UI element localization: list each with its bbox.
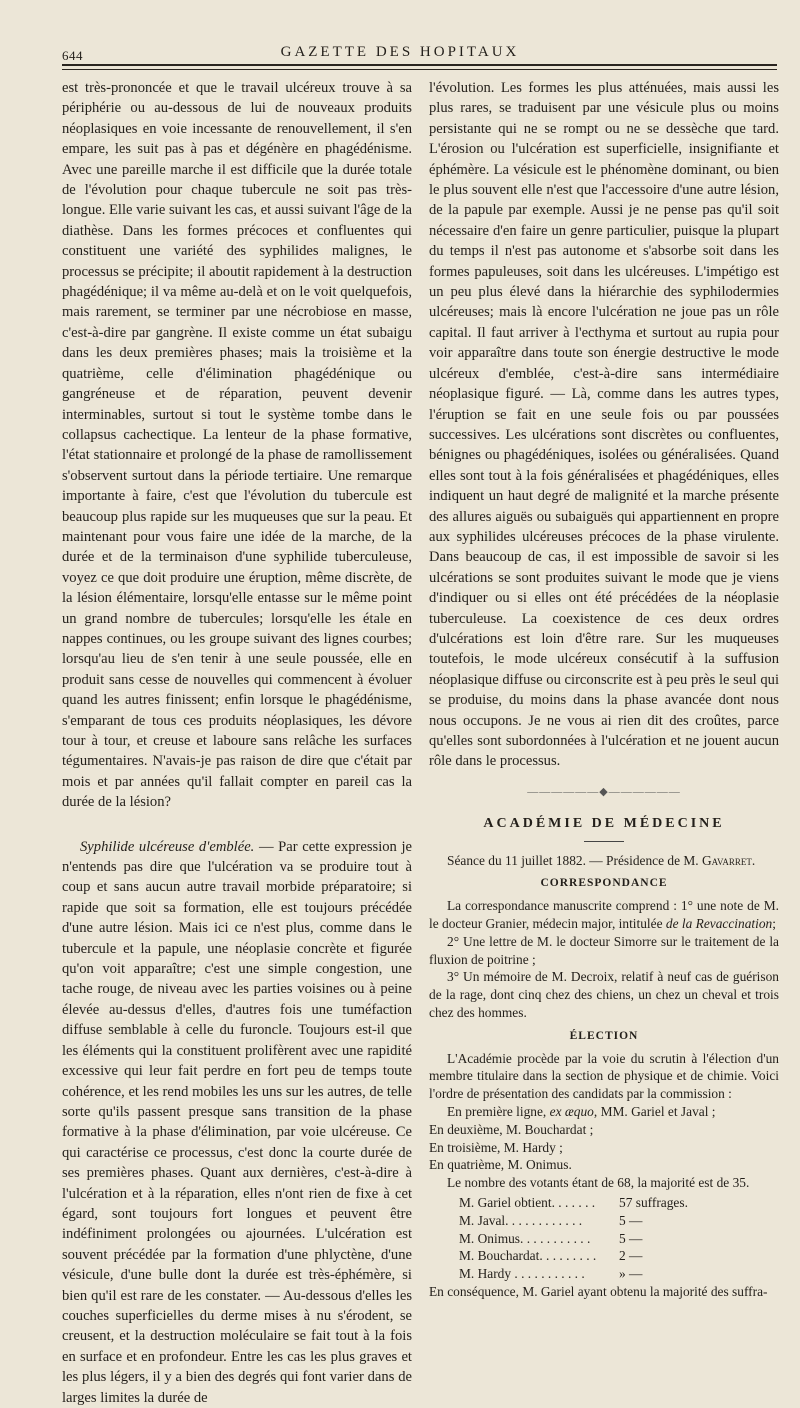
vote-row: M. Javal. . . . . . . . . . . . 5 — xyxy=(459,1212,643,1228)
running-title: GAZETTE DES HOPITAUX xyxy=(280,44,520,60)
section-divider: ——————◆—————— xyxy=(527,785,681,798)
candidate-line-2: En deuxième, M. Bouchardat ; xyxy=(429,1121,594,1137)
conclusion-line: En conséquence, M. Gariel ayant obtenu la majorité des suffra- xyxy=(429,1283,768,1299)
vote-row: M. Hardy . . . . . . . . . . . » — xyxy=(459,1266,643,1282)
correspondance-2: 2° Une lettre de M. le docteur Simorre sur le traitement de la fluxion de poitrine ; xyxy=(429,933,779,967)
election-heading: ÉLECTION xyxy=(569,1029,639,1042)
right-column xyxy=(429,78,779,1301)
header-rule-thin xyxy=(62,69,777,70)
votants-line: Le nombre des votants étant de 68, la majorité est de 35. xyxy=(447,1175,750,1191)
header-rule xyxy=(62,64,777,66)
seance-line: Séance du 11 juillet 1882. — Présidence de M. Gavarret. xyxy=(447,852,756,868)
vote-row: M. Gariel obtient. . . . . . . 57 suffrages. xyxy=(459,1194,688,1210)
vote-row: M. Bouchardat. . . . . . . . . 2 — xyxy=(459,1248,643,1264)
votes-table xyxy=(459,1194,709,1283)
candidate-line-3: En troisième, M. Hardy ; xyxy=(429,1139,563,1155)
paragraph-syphilide-tuberculeuse: est très-prononcée et que le travail ulcéreux trouve à sa périphérie ou au-dessous de lui de nouveaux produits néoplasiques en voie incessante de renouvellement, il s'en empare, les suit pas à pas et dégénère en phagédénisme. Avec une pareille marche il est difficile que la durée totale de l'évolution pour chaque tubercule ne soit pas très-longue. Elle varie suivant les cas, et aussi suivant l'âge de la diathèse. Dans les formes précoces et confluentes qui constituent une variété des syphilides malignes, le processus se précipite; il aboutit rapidement à la destruction phagédénique; il va même au-delà et on le voit quelquefois, mais rarement, se terminer par une nécrobiose en masse, c'est-à-dire par gangrène. Il existe comme un état subaigu dans les deux premières phases; mais la troisième et la quatrième, celle d'élimination phagédénique ou gangréneuse et de réparation, peuvent devenir interminables, surtout si tout le système tombe dans le collapsus cachectique. La lenteur de la phase formative, l'état stationnaire et prolongé de la phase de ramollissement s'observent surtout dans la période tertiaire. Une remarque importante à faire, c'est que l'évolution du tubercule est beaucoup plus rapide sur les muqueuses que sur la peau. Et maintenant pour vous faire une idée de la marche, de la durée et de la terminaison d'une syphilide tuberculeuse, voyez ce que doit produire une éruption, même discrète, de la lésion élémentaire, lorsqu'elle entasse sur le même point un grand nombre de tubercules; lorsqu'elle les étale en nappes continues, ou les groupe suivant des lignes courbes; lorsqu'au lieu de s'en tenir à une seule poussée, elle en produit sans cesse de nouvelles qui commencent à évoluer quand les autres finissent; enfin lorsque le phagédénisme, s'emparant de tous ces produits néoplasiques, les dévore tour à tour, et creuse et laboure sans relâche les surfaces tégumentaires. N'avais-je pas raison de dire que c'était par mois et par années qu'il fallait compter en pareil cas la durée de la lésion? xyxy=(62,80,412,811)
page-number: 644 xyxy=(62,48,83,63)
left-column xyxy=(62,78,412,1408)
paragraph-heading: Syphilide ulcéreuse d'emblée. xyxy=(80,838,255,855)
candidate-line-4: En quatrième, M. Onimus. xyxy=(429,1157,572,1173)
correspondance-1: La correspondance manuscrite comprend : 1° une note de M. le docteur Granier, médecin major, intitulée de la Revaccination; xyxy=(429,898,779,932)
paragraph-evolution: l'évolution. Les formes les plus atténuées, mais aussi les plus rares, se traduisent par une vésicule plus ou moins persistante qui ne se rompt ou ne se dessèche que tard. L'érosion ou l'ulcération est superficielle, insignifiante et éphémère. La vésicule est le phénomène dominant, ou bien le plus souvent elle n'est que l'accessoire d'une autre lésion, de la papule par exemple. Aussi je ne pense pas qu'il soit nécessaire d'en faire un genre particulier, puisque la plupart du temps il n'est pas autonome et s'absorbe soit dans les formes papuleuses, soit dans les ulcéreuses. L'impétigo est un peu plus élevé dans la hiérarchie des syphilodermies ulcéreuses; mais là encore l'ulcération ne joue pas un rôle capital. Il faut arriver à l'ecthyma et surtout au rupia pour voir apparaître dans toute son énergie destructive le mode ulcéreux d'emblée, c'est-à-dire sans intermédiaire néoplasique figuré. — Là, comme dans les autres types, l'éruption se fait en une seule fois ou par poussées successives. Les ulcérations sont discrètes ou confluentes, bénignes ou phagédéniques, isolées ou généralisées. Quand elles sont tout à la fois généralisées et phagédéniques, elles indiquent un haut degré de malignité et la marche présente des allures aiguës ou subaiguës qui appartiennent en propre aux syphilides ulcéreuses précoces de la phase virulente. Dans beaucoup de cas, il est impossible de savoir si les ulcérations se sont produites suivant le mode que je viens d'indiquer ou si elles ont été précédées de la néoplasie tuberculeuse. La coexistence de ces deux ordres d'ulcérations est loin d'être rare. Sur les muqueuses toutefois, le mode ulcéreux consécutif à la suffusion néoplasique diffuse ou circonscrite est à peu près le seul qui se produise, du moins dans la phase avancée dont nous nous occupons. Je ne vous ai rien dit des croûtes, parce qu'elles sont subordonnées à l'ulcération et ne jouent aucun rôle dans le processus. xyxy=(429,80,779,770)
vote-row: M. Onimus. . . . . . . . . . . 5 — xyxy=(459,1230,643,1246)
candidate-line-1: En première ligne, ex æquo, MM. Gariel et Javal ; xyxy=(447,1103,716,1119)
correspondance-3: 3° Un mémoire de M. Decroix, relatif à neuf cas de guérison de la rage, dont cinq chez des chiens, un chez un cheval et trois chez des hommes. xyxy=(429,969,779,1020)
title-rule xyxy=(584,841,624,842)
paragraph-text: — Par cette expression je n'entends pas dire que l'ulcération va se produire tout à coup et sans aucun autre travail morbide préparatoire; si rapide que soit sa formation, elle est toujours précédée d'une autre lésion. Mais ici ce n'est plus, comme dans le tubercule et la papule, une néoplasie concrète et figurée qu'on voit apparaître; c'est une simple congestion, une tache rouge, de niveau avec les parties voisines ou à peine élevée au-dessus d'elles, d'autres fois une tuméfaction diffuse semblable à celle du furoncle. Toujours est-il que les éléments qui la constituent prolifèrent avec une rapidité excessive qui leur fait perdre en fort peu de temps toute cohérence, et les rend mobiles les uns sur les autres, de telle sorte qu'ils passent presque sans transition de la phase formative à la phase d'élimination, par voie ulcéreuse. Ce qui caractérise ce processus, c'est donc la courte durée de ses premières phases. Quant aux dernières, c'est-à-dire à l'ulcération et à la réparation, elles n'ont rien de fixe à cet égard, sont toujours fort longues et peuvent être indéfiniment prolongées ou ajournées. L'ulcération est souvent précédée par la formation d'une phlyctène, d'une vésicule, d'une bulle dont la durée est très-éphémère, si bien qu'il est rare de les constater. — Au-dessous d'elles les couches superficielles du derme mises à nu s'érodent, se creusent, et la destruction moléculaire se fait tout à la fois en surface et en profondeur. Entre les cas les plus graves et les plus légers, il y a bien des degrés qui font varier dans de larges limites la durée de xyxy=(62,838,412,1406)
correspondance-heading: CORRESPONDANCE xyxy=(540,877,668,890)
section-title: ACADÉMIE DE MÉDECINE xyxy=(483,816,725,832)
election-intro: L'Académie procède par la voie du scrutin à l'élection d'un membre titulaire dans la section de physique et de chimie. Voici l'ordre de présentation des candidats par la commission : xyxy=(429,1050,779,1102)
paragraph-syphilide-ulcereuse xyxy=(62,837,412,1408)
